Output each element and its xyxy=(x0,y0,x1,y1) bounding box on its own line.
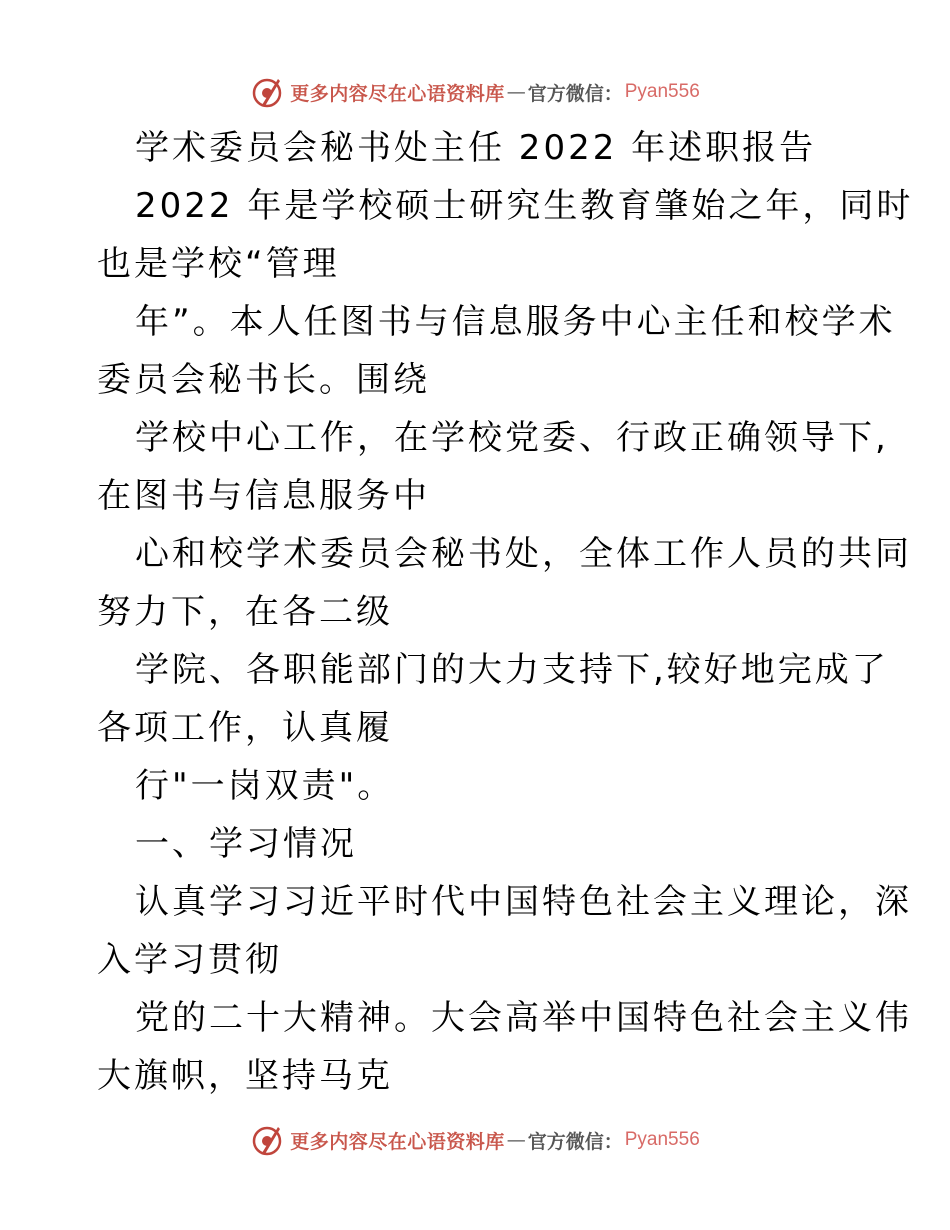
banner-separator: — xyxy=(506,1129,526,1151)
wechat-label: 官方微信： xyxy=(527,1130,623,1153)
text-line: 学校中心工作，在学校党委、行政正确领导下, xyxy=(135,418,889,458)
document-title: 学术委员会秘书处主任 2022 年述职报告 xyxy=(135,128,817,168)
text-line: 学院、各职能部门的大力支持下,较好地完成了 xyxy=(135,650,889,690)
text-line: 2022 年是学校硕士研究生教育肇始之年，同时 xyxy=(135,186,914,226)
wechat-id: Pyan556 xyxy=(624,81,700,102)
text-line: 行"一岗双责"。 xyxy=(135,766,395,806)
wechat-id: Pyan556 xyxy=(624,1129,700,1150)
text-line: 委员会秘书长。围绕 xyxy=(97,360,430,400)
text-line: 年”。本人任图书与信息服务中心主任和校学术 xyxy=(135,302,896,342)
quill-logo-icon xyxy=(250,75,284,109)
text-line: 心和校学术委员会秘书处，全体工作人员的共同 xyxy=(135,534,912,574)
text-line: 各项工作，认真履 xyxy=(97,708,393,748)
document-body xyxy=(97,119,914,1105)
promo-text: 更多内容尽在心语资料库 xyxy=(290,82,505,105)
section-heading: 一、学习情况 xyxy=(135,824,357,864)
quill-logo-icon xyxy=(250,1123,284,1157)
text-line: 也是学校“管理 xyxy=(97,244,340,284)
wechat-label: 官方微信： xyxy=(527,82,623,105)
text-line: 入学习贯彻 xyxy=(97,940,282,980)
banner-separator: — xyxy=(506,81,526,103)
header-banner xyxy=(0,72,950,112)
text-line: 党的二十大精神。大会高举中国特色社会主义伟 xyxy=(135,998,912,1038)
footer-banner xyxy=(0,1120,950,1160)
text-line: 在图书与信息服务中 xyxy=(97,476,430,516)
promo-text: 更多内容尽在心语资料库 xyxy=(290,1130,505,1153)
text-line: 认真学习习近平时代中国特色社会主义理论，深 xyxy=(135,882,912,922)
text-line: 努力下，在各二级 xyxy=(97,592,393,632)
text-line: 大旗帜，坚持马克 xyxy=(97,1056,393,1096)
